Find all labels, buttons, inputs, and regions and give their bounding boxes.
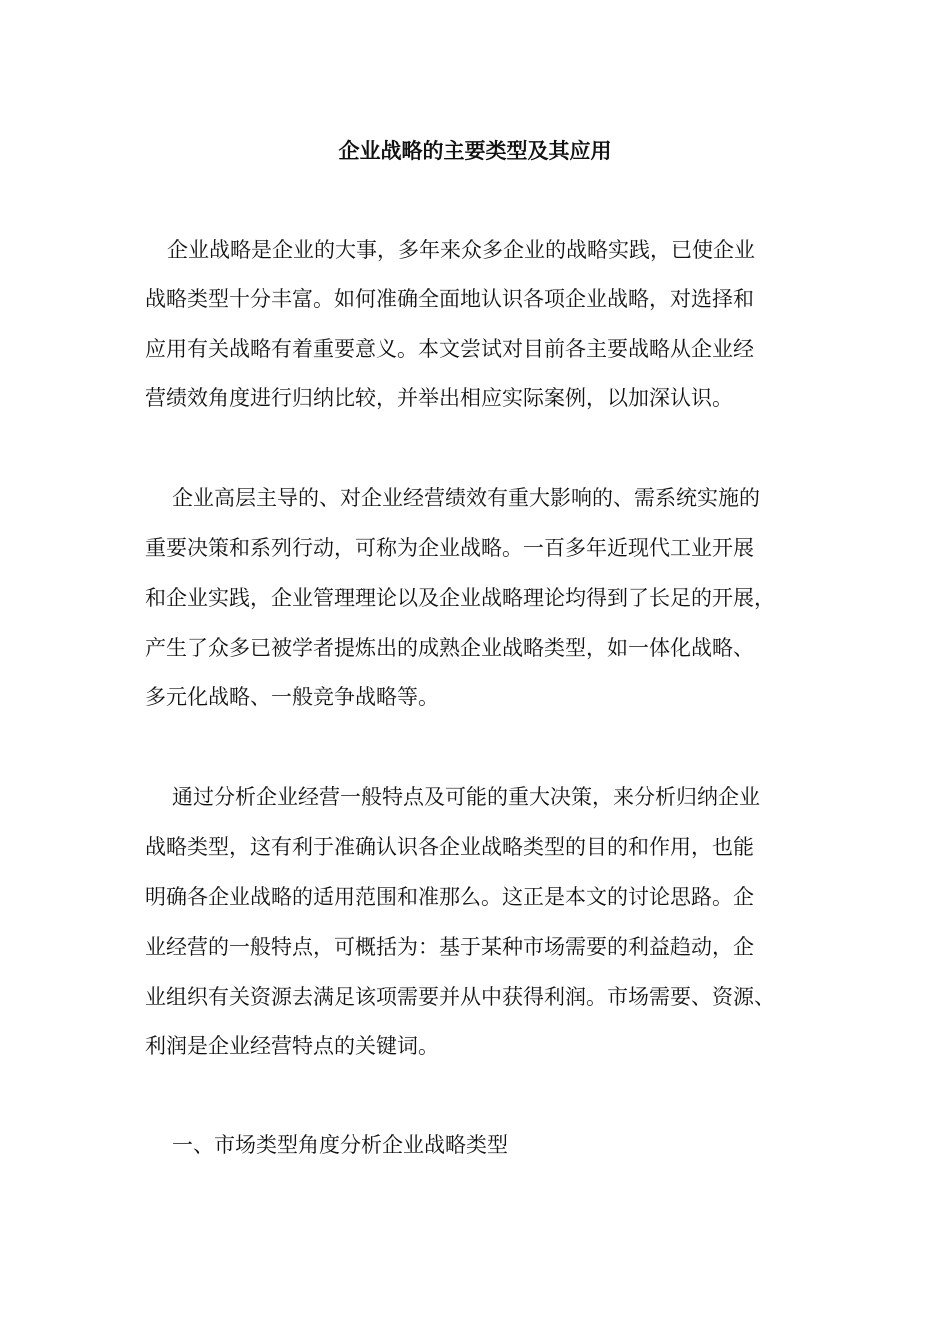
paragraph-1-line-1: 企业战略是企业的大事，多年来众多企业的战略实践，已使企业: [167, 238, 755, 262]
paragraph-2-line-5: 多元化战略、一般竞争战略等。: [145, 685, 439, 709]
paragraph-1-line-3: 应用有关战略有着重要意义。本文尝试对目前各主要战略从企业经: [145, 337, 754, 361]
paragraph-3-line-4: 业经营的一般特点，可概括为：基于某种市场需要的利益趋动，企: [145, 935, 754, 959]
paragraph-3-line-6: 利润是企业经营特点的关键词。: [145, 1034, 439, 1058]
paragraph-2-line-4: 产生了众多已被学者提炼出的成熟企业战略类型，如一体化战略、: [145, 636, 754, 660]
paragraph-3-line-5: 业组织有关资源去满足该项需要并从中获得利润。市场需要、资源、: [145, 985, 775, 1009]
paragraph-3-line-2: 战略类型，这有利于准确认识各企业战略类型的目的和作用，也能: [145, 835, 754, 859]
paragraph-2-line-1: 企业高层主导的、对企业经营绩效有重大影响的、需系统实施的: [172, 486, 760, 510]
paragraph-3-line-1: 通过分析企业经营一般特点及可能的重大决策，来分析归纳企业: [172, 785, 760, 809]
paragraph-3-line-3: 明确各企业战略的适用范围和准那么。这正是本文的讨论思路。企: [145, 885, 754, 909]
paragraph-2-line-3: 和企业实践，企业管理理论以及企业战略理论均得到了长足的开展，: [145, 586, 775, 610]
document-title: 企业战略的主要类型及其应用: [338, 139, 612, 163]
paragraph-1-line-2: 战略类型十分丰富。如何准确全面地认识各项企业战略，对选择和: [145, 287, 754, 311]
paragraph-2-line-2: 重要决策和系列行动，可称为企业战略。一百多年近现代工业开展: [145, 536, 754, 560]
paragraph-1-line-4: 营绩效角度进行归纳比较，并举出相应实际案例，以加深认识。: [145, 386, 733, 410]
section-1-heading: 一、市场类型角度分析企业战略类型: [172, 1133, 508, 1157]
